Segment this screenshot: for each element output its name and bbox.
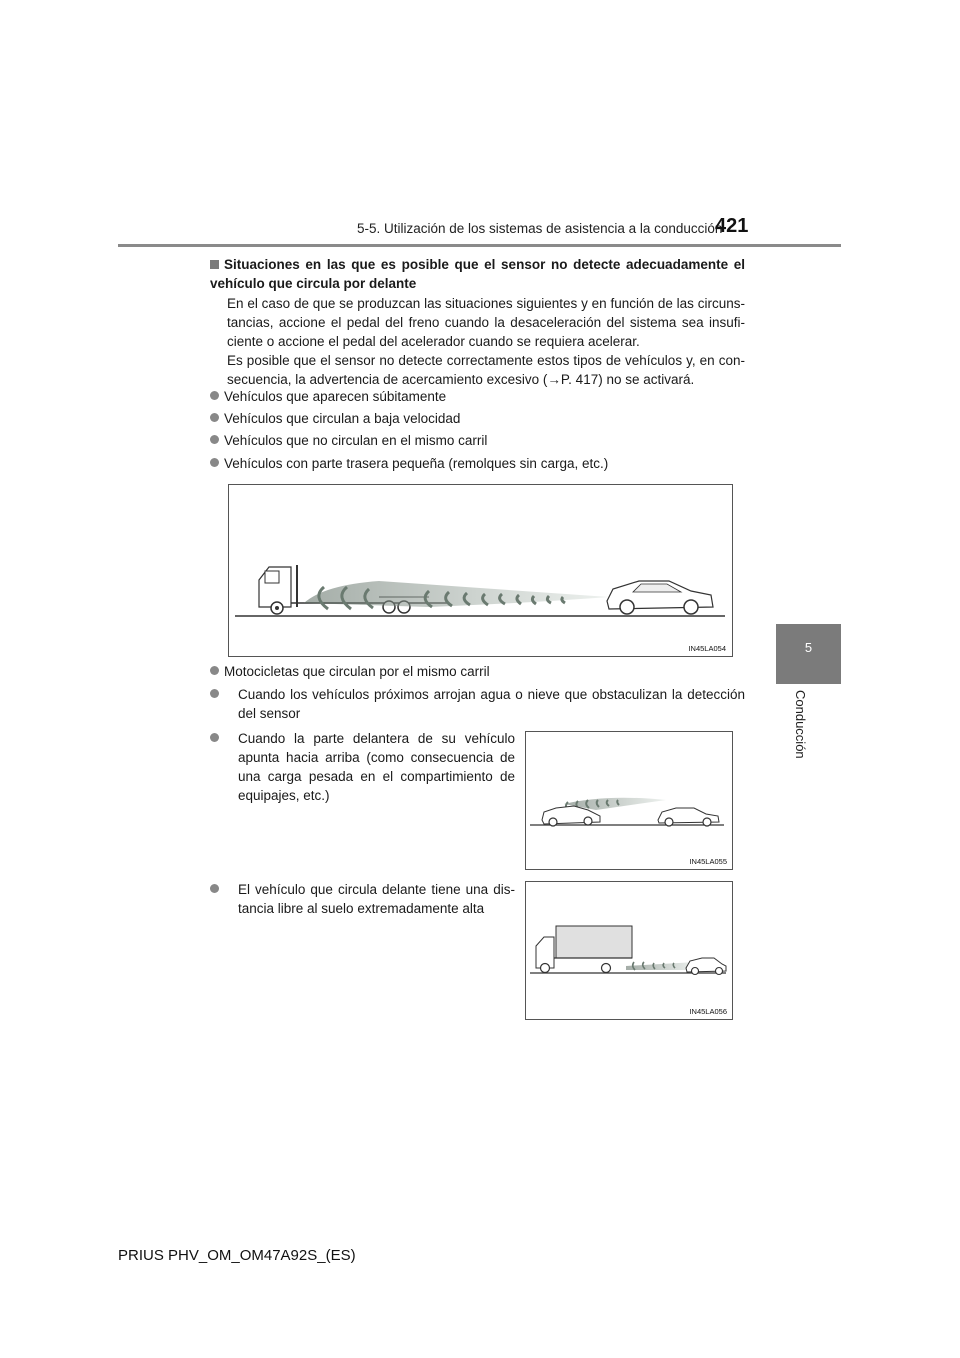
list-item: Vehículos que circulan a baja velocidad	[210, 409, 460, 428]
bullet-dot-icon	[210, 884, 219, 893]
list-item: Vehículos que aparecen súbitamente	[210, 387, 446, 406]
heading-text: Situaciones en las que es posible que el sensor no detecte adecuadamente el vehículo que circula por delante	[210, 257, 745, 291]
figure-nose-up-illustration	[525, 731, 733, 870]
list-item	[210, 729, 224, 748]
bullet-dot-icon	[210, 435, 219, 444]
list-item-text: Cuando los vehículos próximos arrojan agua o nieve que obstaculizan la detección del sensor	[238, 687, 745, 721]
warning-paragraph: Es posible que el sensor no detecte correctamente estos tipos de vehículos y, en con-secuencia, la advertencia de acercamiento excesivo (→P. 417) no se activará.	[227, 353, 745, 387]
list-item	[210, 685, 224, 704]
figure-code: IN45LA054	[688, 644, 726, 653]
chapter-label: Conducción	[793, 690, 808, 759]
list-item: Vehículos con parte trasera pequeña (remolques sin carga, etc.)	[210, 454, 608, 473]
chapter-label-container	[790, 690, 810, 770]
trailer-scene-icon	[229, 485, 732, 656]
square-bullet-icon	[210, 260, 219, 269]
bullet-dot-icon	[210, 458, 219, 467]
bullet-dot-icon	[210, 666, 219, 675]
bullet-dot-icon	[210, 413, 219, 422]
list-item-text: El vehículo que circula delante tiene una dis-tancia libre al suelo extremadamente alta	[238, 882, 515, 916]
nose-up-scene-icon	[526, 732, 732, 869]
bullet-dot-icon	[210, 689, 219, 698]
list-item: Motocicletas que circulan por el mismo carril	[210, 662, 490, 681]
section-title: 5-5. Utilización de los sistemas de asistencia a la conducción	[357, 221, 723, 236]
bullet-dot-icon	[210, 733, 219, 742]
list-item	[210, 880, 224, 899]
figure-code: IN45LA056	[689, 1007, 727, 1016]
list-item-text: Cuando la parte delantera de su vehículo apunta hacia arriba (como consecuencia de una carga pesada en el compartimiento de equipajes, etc.)	[238, 731, 515, 803]
header-divider	[118, 244, 841, 247]
figure-code: IN45LA055	[689, 857, 727, 866]
document-code: PRIUS PHV_OM_OM47A92S_(ES)	[118, 1247, 356, 1264]
bullet-dot-icon	[210, 391, 219, 400]
figure-trailer-illustration	[228, 484, 733, 657]
list-item: Vehículos que no circulan en el mismo carril	[210, 431, 487, 450]
figure-high-clearance-illustration	[525, 881, 733, 1020]
section-heading	[210, 255, 745, 293]
high-clearance-scene-icon	[526, 882, 732, 1019]
intro-paragraph: En el caso de que se produzcan las situaciones siguientes y en función de las circuns-tancias, accione el pedal del freno cuando la desaceleración del sistema sea insufi-ciente o accione el pedal del acelerador cuando se requiera acelerar.	[227, 296, 745, 349]
chapter-number: 5	[804, 640, 813, 655]
page-number: 421	[715, 215, 749, 237]
